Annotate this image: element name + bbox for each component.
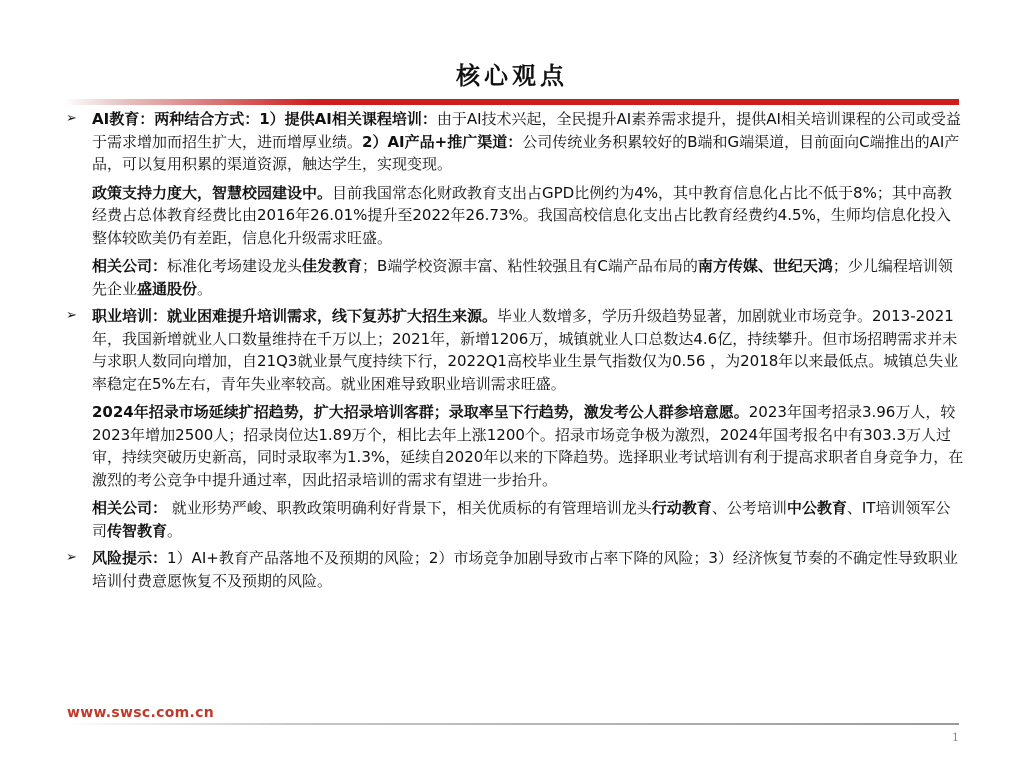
page-number: 1 [952,731,959,744]
recruitment-lead: 2024年招录市场延续扩招趋势，扩大招录培训客群；录取率呈下行趋势，激发考公人群参培意愿。 [92,403,749,421]
policy-lead: 政策支持力度大，智慧校园建设中。 [92,183,333,202]
vocational-related-text: 、IT培训领军公司 [92,499,951,540]
policy-paragraph [64,182,964,250]
ai-related-text: ；B端学校资源丰富、粘性较强且有C端产品布局的 [362,257,698,275]
company-name: 行动教育 [651,499,712,517]
ai-education-lead2: 2）AI产品+推广渠道： [362,132,523,151]
company-name: 佳发教育 [302,257,363,275]
company-name: 盛通股份 [137,279,198,298]
risk-paragraph [92,547,964,592]
ai-related-companies [64,255,964,300]
bullet-ai-education [64,108,964,176]
bullet-risk-warning [64,547,964,592]
company-name: 传智教育 [107,521,168,540]
vocational-related-lead: 相关公司： [92,499,168,517]
arrow-bullet-icon: ➢ [66,111,77,126]
company-name: 南方传媒、世纪天鸿 [697,257,833,275]
vocational-related-text: 就业形势严峻、职教政策明确利好背景下，相关优质标的有管理培训龙头 [167,499,652,517]
footer-url[interactable]: www.swsc.com.cn [67,705,215,721]
risk-text: 1）AI+教育产品落地不及预期的风险；2）市场竞争加剧导致市占率下降的风险；3）经济恢复节奏的不确定性导致职业培训付费意愿恢复不及预期的风险。 [92,549,958,590]
vocational-text: 毕业人数增多，学历升级趋势显著，加剧就业市场竞争。2013-2021年，我国新增就业人口数量维持在千万以上；2021年，新增1206万，城镇就业人口总数达4.6亿，持续攀升。但市场招聘需求并未与求职人数同向增加，自21Q3就业景气度持续下行，2022Q1高校毕业生景气指数仅为0.56 ，为2018年以来最低点。城镇总失业率稳定在5%左右，青年失业率较高。就业困难导致职业培训需求旺盛。 [92,307,959,393]
ai-related-text: ；少儿编程培训领先企业 [92,257,953,298]
footer-divider [64,723,959,725]
company-name: 中公教育 [786,499,847,517]
ai-related-text: 。 [197,279,213,298]
ai-education-paragraph [92,108,964,176]
recruitment-paragraph [64,401,964,491]
vocational-paragraph [92,305,964,395]
vocational-related-text: 、公考培训 [711,499,787,517]
ai-education-text2: 公司传统业务积累较好的B端和G端渠道，目前面向C端推出的AI产品，可以复用积累的渠道资源，触达学生，实现变现。 [92,132,960,173]
recruitment-text: 2023年国考招录3.96万人，较2023年增加2500人；招录岗位达1.89万个，相比去年上涨1200个。招录市场竞争极为激烈，2024年国考报名中有303.3万人过审，持续突破历史新高，同时录取率为1.3%，延续自2020年以来的下降趋势。选择职业考试培训有利于提高求职者自身竞争力，在激烈的考公竞争中提升通过率，因此招录培训的需求有望进一步抬升。 [92,403,964,489]
page-title: 核心观点 [456,62,568,90]
vocational-related-text: 。 [167,521,183,540]
arrow-bullet-icon: ➢ [66,308,77,323]
ai-education-text1: 由于AI技术兴起，全民提升AI素养需求提升，提供AI相关培训课程的公司或受益于需求增加而招生扩大，进而增厚业绩。 [92,110,961,151]
policy-text: 目前我国常态化财政教育支出占GPD比例约为4%，其中教育信息化占比不低于8%；其中高教经费占总体教育经费比由2016年26.01%提升至2022年26.73%。我国高校信息化支出占比教育经费约4.5%，生师均信息化投入整体较欧美仍有差距，信息化升级需求旺盛。 [92,183,952,247]
arrow-bullet-icon: ➢ [66,550,77,565]
title-divider [64,99,959,105]
ai-related-text: 标准化考场建设龙头 [167,257,303,275]
risk-lead: 风险提示： [92,549,168,567]
vocational-lead: 职业培训：就业困难提升培训需求，线下复苏扩大招生来源。 [92,307,498,325]
content-body [64,108,964,592]
ai-education-lead: AI教育：两种结合方式：1）提供AI相关课程培训： [92,110,437,128]
bullet-vocational-training [64,305,964,395]
ai-related-lead: 相关公司： [92,257,168,275]
vocational-related-companies [64,497,964,542]
